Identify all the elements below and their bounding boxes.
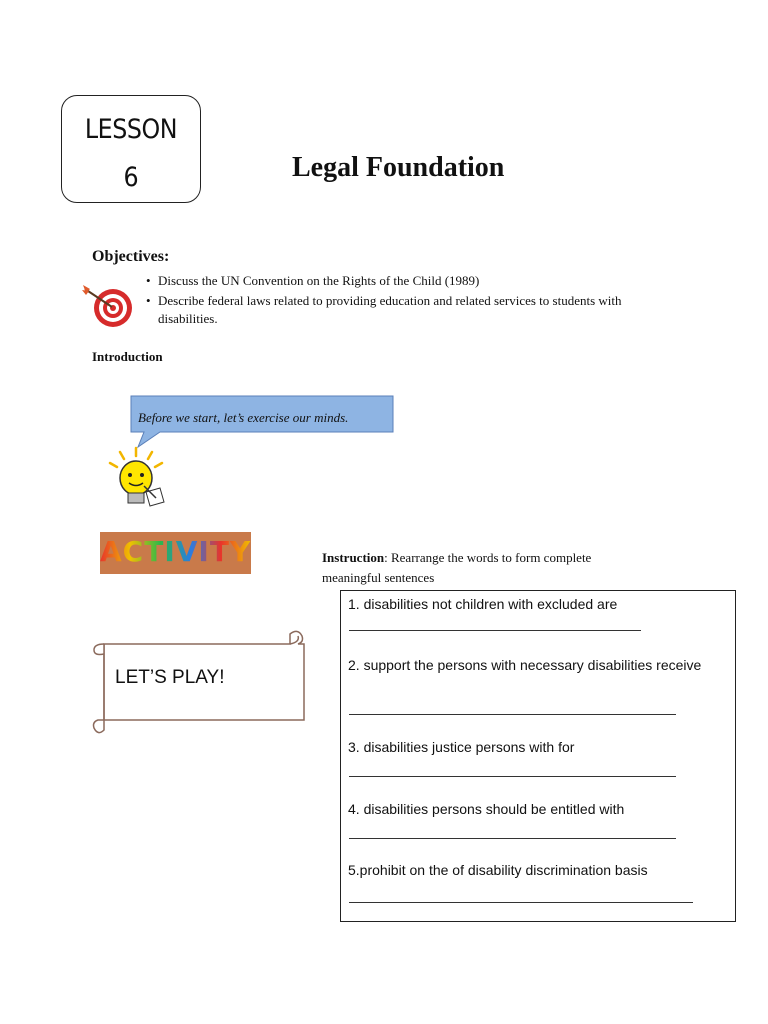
answer-line[interactable]: [349, 630, 641, 631]
activity-banner: [100, 532, 251, 574]
answer-line[interactable]: [349, 776, 676, 777]
question-box: [340, 590, 736, 922]
bubble-text: Before we start, let’s exercise our minds.: [138, 410, 349, 425]
question-4: 4. disabilities persons should be entitled with: [348, 801, 625, 817]
objectives-heading: Objectives:: [92, 248, 170, 265]
lightbulb-icon: [100, 446, 172, 516]
answer-line[interactable]: [349, 714, 676, 715]
answer-line[interactable]: [349, 838, 676, 839]
lesson-label: LESSON: [84, 114, 178, 145]
introduction-heading: Introduction: [92, 349, 163, 364]
objectives-list: [146, 272, 666, 330]
lesson-number: 6: [123, 162, 139, 193]
target-icon: [80, 280, 134, 330]
activity-word: ACTIVITY: [100, 535, 251, 568]
objective-item: • Discuss the UN Convention on the Rights of the Child (1989): [146, 273, 480, 288]
lesson-box: [61, 95, 201, 203]
objective-item: • Describe federal laws related to providing education and related services to students with disabilities.: [146, 293, 622, 326]
activity-label: [100, 535, 251, 568]
question-5: 5.prohibit on the of disability discrimination basis: [348, 862, 648, 878]
question-3: 3. disabilities justice persons with for: [348, 739, 575, 755]
answer-line[interactable]: [349, 902, 693, 903]
lets-play-label: LET’S PLAY!: [115, 667, 225, 688]
instruction-text: Instruction: Rearrange the words to form complete meaningful sentences: [322, 550, 592, 585]
question-1: 1. disabilities not children with excluded are: [348, 596, 618, 612]
page-title: Legal Foundation: [292, 152, 505, 183]
question-2: 2. support the persons with necessary disabilities receive: [348, 657, 702, 673]
